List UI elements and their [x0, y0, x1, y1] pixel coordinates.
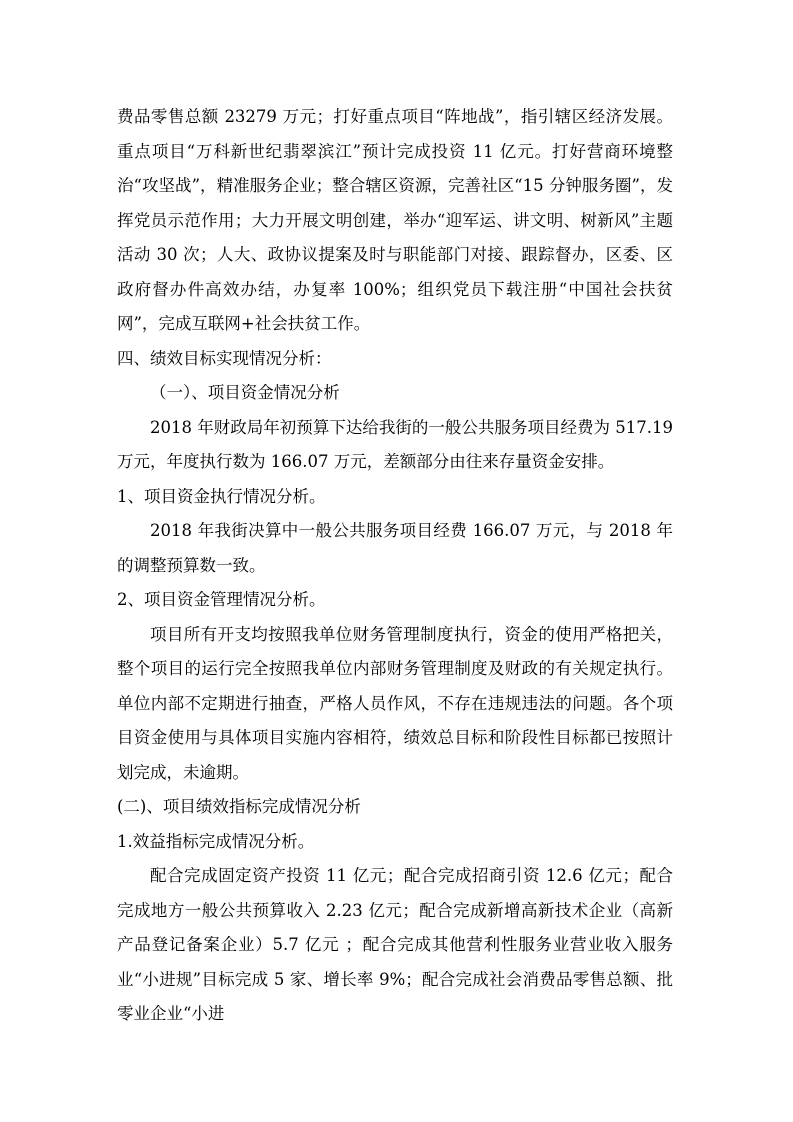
item-heading-fund-management: 2、项目资金管理情况分析。	[117, 590, 326, 609]
item-heading-benefit-indicators: 1.效益指标完成情况分析。	[117, 831, 315, 851]
paragraph-overview-continuation: 费品零售总额 23279 万元；打好重点项目“阵地战”，指引辖区经济发展。重点项目“万科新世纪翡翠滨江”预计完成投资 11 亿元。打好营商环境整治“攻坚战”，精准服务企业；整合辖区资源，完善社区“15 分钟服务圈”，发挥党员示范作用；大力开展文明创建，举办“迎军运、讲文明、树新风”主题活动 30 次；人大、政协议提案及时与职能部门对接、跟踪督办，区委、区政府督办件高效办结，办复率 100%；组织党员下载注册“中国社会扶贫网”，完成互联网+社会扶贫工作。	[117, 107, 673, 333]
subsection-heading-fund-analysis: （一）、项目资金情况分析	[150, 383, 340, 402]
paragraph-budget-issued: 2018 年财政局年初预算下达给我街的一般公共服务项目经费为 517.19 万元，年度执行数为 166.07 万元，差额部分由往来存量资金安排。	[117, 417, 673, 471]
document-body	[117, 100, 673, 1032]
item-heading-fund-execution: 1、项目资金执行情况分析。	[117, 486, 326, 506]
section-heading-performance-analysis: 四、绩效目标实现情况分析：	[117, 348, 332, 368]
paragraph-benefit-indicators: 配合完成固定资产投资 11 亿元；配合完成招商引资 12.6 亿元；配合完成地方一般公共预算收入 2.23 亿元；配合完成新增高新技术企业（高新产品登记备案企业）5.7 亿元 ；配合完成其他营利性服务业营业收入服务业“小进规”目标完成 5 家、增长率 9%；配合完成社会消费品零售总额、批零业企业“小进	[117, 866, 673, 1023]
paragraph-fund-execution: 2018 年我街决算中一般公共服务项目经费 166.07 万元，与 2018 年的调整预算数一致。	[117, 521, 673, 575]
subsection-heading-indicator-analysis: (二)、项目绩效指标完成情况分析	[117, 797, 361, 816]
paragraph-fund-management: 项目所有开支均按照我单位财务管理制度执行，资金的使用严格把关，整个项目的运行完全按照我单位内部财务管理制度及财政的有关规定执行。单位内部不定期进行抽查，严格人员作风，不存在违规违法的问题。各个项目资金使用与具体项目实施内容相符，绩效总目标和阶段性目标都已按照计划完成，未逾期。	[117, 624, 673, 782]
